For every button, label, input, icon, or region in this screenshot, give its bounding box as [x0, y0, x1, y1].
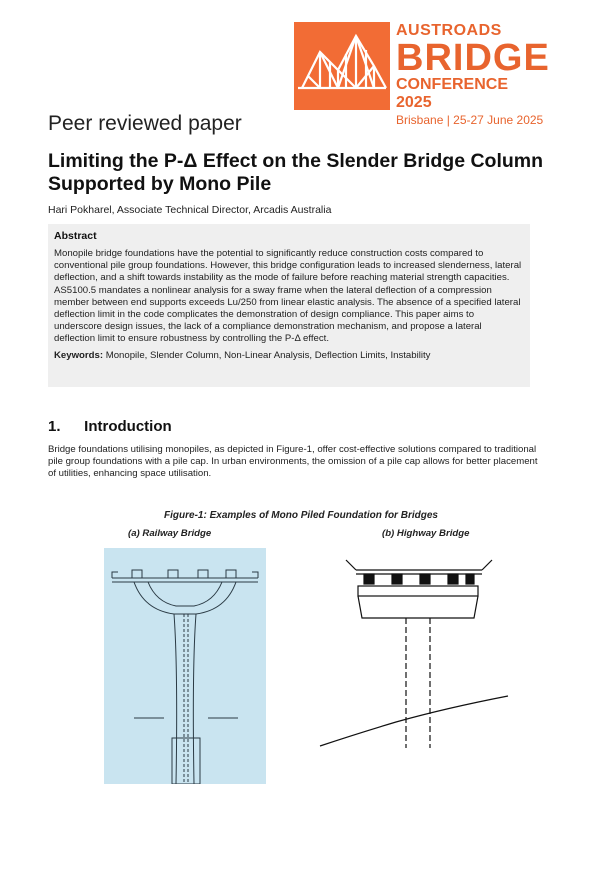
figure-caption: Figure-1: Examples of Mono Piled Foundation for Bridges: [164, 510, 438, 521]
abstract-box: [48, 224, 530, 387]
section-title: Introduction: [84, 418, 172, 435]
section-heading: [48, 418, 172, 435]
intro-paragraph: Bridge foundations utilising monopiles, as depicted in Figure-1, offer cost-effective solutions compared to traditional pile group foundations with a pile cap. In urban environments, the omission of a pile cap allows for better placement of utilities, enhancing space utilisation.: [48, 444, 538, 480]
highway-bridge-drawing: [316, 548, 512, 748]
logo-line-austroads: AUSTROADS: [396, 22, 502, 39]
peer-reviewed-label: Peer reviewed paper: [48, 112, 242, 135]
keywords-line: [54, 350, 524, 361]
paper-title: Limiting the P-Δ Effect on the Slender Bridge Column Supported by Mono Pile: [48, 150, 544, 195]
author-line: Hari Pokharel, Associate Technical Director, Arcadis Australia: [48, 204, 332, 216]
logo-line-conference: CONFERENCE 2025: [396, 76, 509, 111]
figure-a-label: (a) Railway Bridge: [128, 528, 212, 539]
figure-b-label: (b) Highway Bridge: [382, 528, 470, 539]
bridge-logo-icon: [294, 22, 390, 110]
logo-line-date: Brisbane | 25-27 June 2025: [396, 113, 544, 127]
abstract-heading: Abstract: [54, 230, 97, 242]
railway-bridge-drawing: [104, 548, 266, 784]
logo-line-bridge: BRIDGE: [396, 37, 550, 79]
keywords-text: Monopile, Slender Column, Non-Linear Analysis, Deflection Limits, Instability: [105, 349, 431, 361]
keywords-label: Keywords:: [54, 349, 104, 361]
section-number: 1.: [48, 418, 61, 435]
conference-logo: [294, 22, 550, 127]
abstract-text: Monopile bridge foundations have the potential to significantly reduce construction costs compared to conventional pile group foundations. However, this bridge configuration leads to increased slenderness, lateral deflection, and a shift towards instability as the mode of failure before reaching material strength capacities. AS5100.5 mandates a nonlinear analysis for a sway frame when the lateral deflection of a compression member between end supports exceeds Lu/250 from linear elastic analysis. The absence of a specified lateral deflection limit in the code complicates the demonstration of design compliance. This paper aims to underscore design issues, the lack of a compliance demonstration mechanism, and propose a lateral deflection limit to ensure robustness by controlling the P-Δ effect.: [54, 248, 522, 345]
